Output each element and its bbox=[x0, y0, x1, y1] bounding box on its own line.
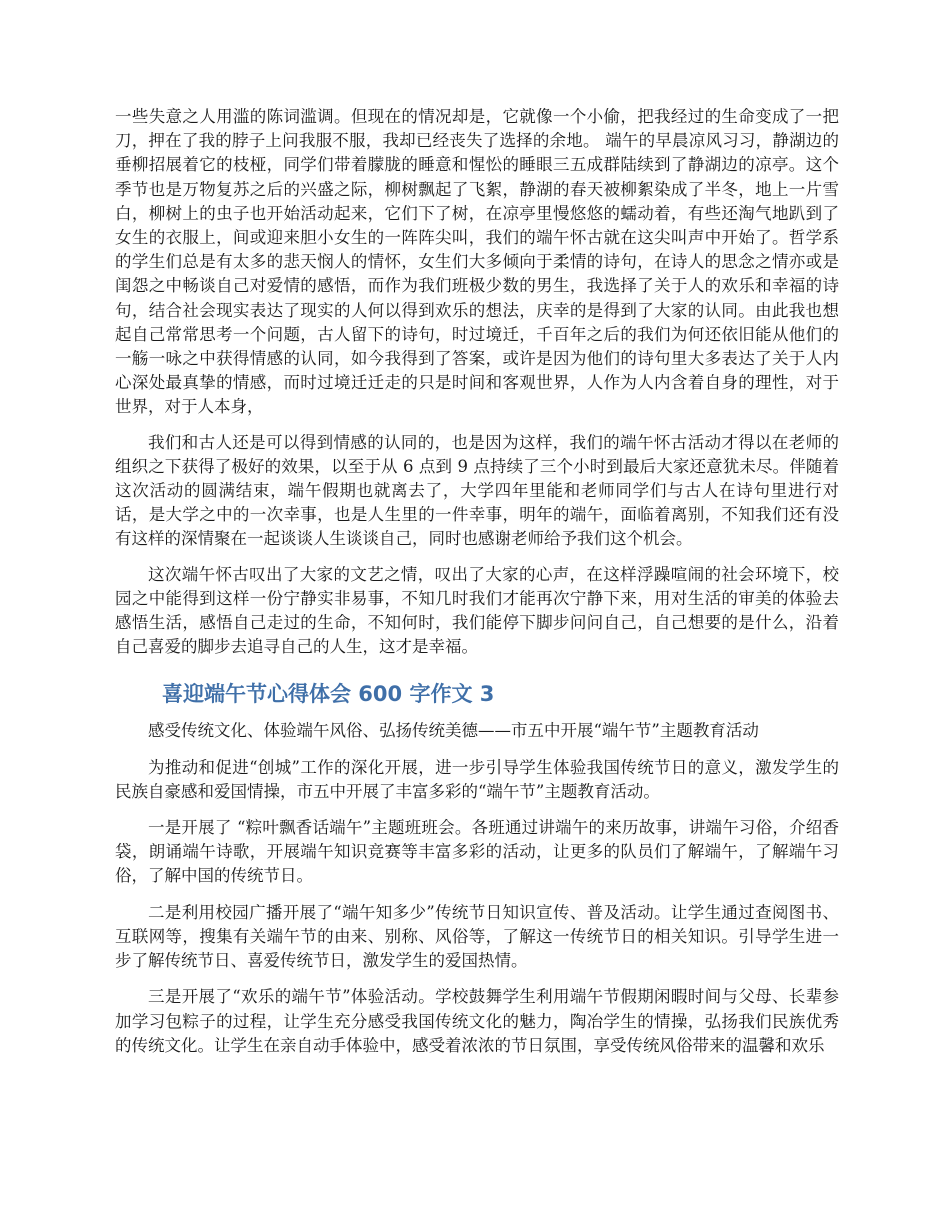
body-paragraph: 一是开展了 “粽叶飘香话端午”主题班班会。各班通过讲端午的来历故事，讲端午习俗，介绍香袋，朗诵端午诗歌，开展端午知识竞赛等丰富多彩的活动，让更多的队员们了解端午，了解端午习俗，了解中国的传统节日。 bbox=[115, 818, 839, 886]
document-page bbox=[115, 105, 839, 1058]
body-paragraph: 为推动和促进“创城”工作的深化开展，进一步引导学生体验我国传统节日的意义，激发学生的民族自豪感和爱国情操，市五中开展了丰富多彩的“端午节”主题教育活动。 bbox=[115, 757, 839, 801]
body-paragraph: 这次端午怀古叹出了大家的文艺之情，叹出了大家的心声，在这样浮躁喧闹的社会环境下，校园之中能得到这样一份宁静实非易事，不知几时我们才能再次宁静下来，用对生活的审美的体验去感悟生活，感悟自己走过的生命，不知何时，我们能停下脚步问问自己，自己想要的是什么，沿着自己喜爱的脚步去追寻自己的人生，这才是幸福。 bbox=[115, 564, 839, 657]
body-paragraph: 三是开展了“欢乐的端午节”体验活动。学校鼓舞学生利用端午节假期闲暇时间与父母、长辈参加学习包粽子的过程，让学生充分感受我国传统文化的魅力，陶冶学生的情操，弘扬我们民族优秀的传统文化。让学生在亲自动手体验中，感受着浓浓的节日氛围，享受传统风俗带来的温馨和欢乐 bbox=[115, 987, 839, 1055]
body-paragraph: 一些失意之人用滥的陈词滥调。但现在的情况却是，它就像一个小偷，把我经过的生命变成了一把刀，押在了我的脖子上问我服不服，我却已经丧失了选择的余地。 端午的早晨凉风习习，静湖边的垂柳招展着它的枝桠，同学们带着朦胧的睡意和惺忪的睡眼三五成群陆续到了静湖边的凉亭。这个季节也是万物复苏之后的兴盛之际，柳树飘起了飞絮，静湖的春天被柳絮染成了半冬，地上一片雪白，柳树上的虫子也开始活动起来，它们下了树，在凉亭里慢悠悠的蠕动着，有些还淘气地趴到了女生的衣服上，间或迎来胆小女生的一阵阵尖叫，我们的端午怀古就在这尖叫声中开始了。哲学系的学生们总是有太多的悲天悯人的情怀，女生们大多倾向于柔情的诗句，在诗人的思念之情亦或是闺怨之中畅谈自己对爱情的感悟，而作为我们班极少数的男生，我选择了关于人的欢乐和幸福的诗句，结合社会现实表达了现实的人何以得到欢乐的想法，庆幸的是得到了大家的认同。由此我也想起自己常常思考一个问题，古人留下的诗句，时过境迁，千百年之后的我们为何还依旧能从他们的一觞一咏之中获得情感的认同，如今我得到了答案，或许是因为他们的诗句里大多表达了关于人内心深处最真挚的情感，而时过境迁迁走的只是时间和客观世界，人作为人内含着自身的理性，对于世界，对于人本身， bbox=[115, 107, 839, 417]
body-paragraph: 我们和古人还是可以得到情感的认同的，也是因为这样，我们的端午怀古活动才得以在老师的组织之下获得了极好的效果，以至于从 6 点到 9 点持续了三个小时到最后大家还意犹未尽。伴随着这次活动的圆满结束，端午假期也就离去了，大学四年里能和老师同学们与古人在诗句里进行对话，是大学之中的一次幸事，也是人生里的一件幸事，明年的端午，面临着离别，不知我们还有没有这样的深情聚在一起谈谈人生谈谈自己，同时也感谢老师给予我们这个机会。 bbox=[115, 432, 839, 549]
body-paragraph: 感受传统文化、体验端午风俗、弘扬传统美德——市五中开展“端午节”主题教育活动 bbox=[148, 721, 759, 741]
body-paragraph: 二是利用校园广播开展了“端午知多少”传统节日知识宣传、普及活动。让学生通过查阅图书、互联网等，搜集有关端午节的由来、别称、风俗等，了解这一传统节日的相关知识。引导学生进一步了解传统节日、喜爱传统节日，激发学生的爱国热情。 bbox=[115, 902, 839, 971]
section-heading: 喜迎端午节心得体会 600 字作文 3 bbox=[162, 682, 495, 707]
